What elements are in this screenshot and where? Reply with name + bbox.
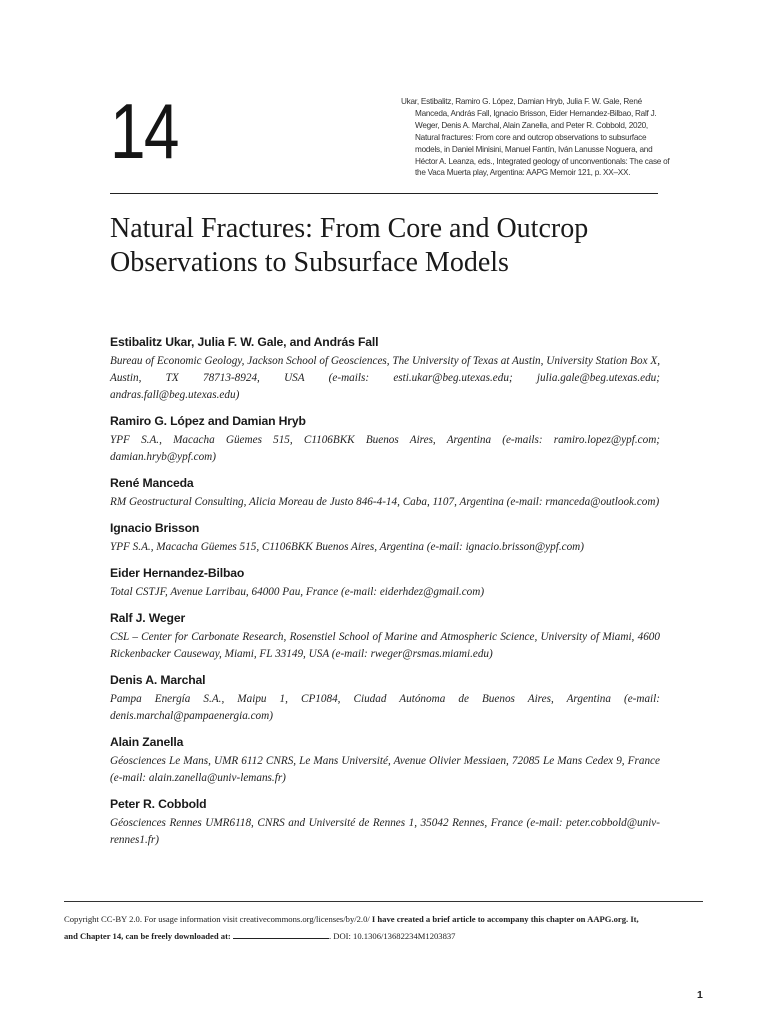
author-name: Alain Zanella <box>110 735 184 749</box>
author-affiliation: YPF S.A., Macacha Güemes 515, C1106BKK Buenos Aires, Argentina (e-mails: ramiro.lopez@ypf.com; damian.hryb@ypf.com) <box>110 434 660 463</box>
author-name: Eider Hernandez-Bilbao <box>110 566 245 580</box>
author-block <box>110 734 660 787</box>
author-name: Ignacio Brisson <box>110 521 200 535</box>
author-affiliation: Géosciences Le Mans, UMR 6112 CNRS, Le Mans Université, Avenue Olivier Messiaen, 72085 Le Mans Cedex 9, France (e-mail: alain.zanella@univ-lemans.fr) <box>110 755 660 784</box>
chapter-number: 14 <box>110 87 178 175</box>
author-name: Peter R. Cobbold <box>110 797 207 811</box>
citation-block: Ukar, Estibalitz, Ramiro G. López, Damian Hryb, Julia F. W. Gale, René Manceda, András Fall, Ignacio Brisson, Eider Hernandez-Bilbao, Ralf J. Weger, Denis A. Marchal, Alain Zanella, and Peter R. Cobbold, 2020, Natural fractures: From core and outcrop observations to subsurface models, in Daniel Minisini, Manuel Fantín, Iván Lanusse Noguera, and Héctor A. Leanza, eds., Integrated geology of unconventionals: The case of the Vaca Muerta play, Argentina: AAPG Memoir 121, p. XX–XX. <box>401 97 670 178</box>
author-block <box>110 413 660 466</box>
author-name: René Manceda <box>110 476 194 490</box>
footer-divider <box>64 901 703 902</box>
author-affiliation: Géosciences Rennes UMR6118, CNRS and Université de Rennes 1, 35042 Rennes, France (e-mail: peter.cobbold@univ-rennes1.fr) <box>110 817 660 846</box>
header-divider <box>110 193 658 194</box>
author-affiliation: YPF S.A., Macacha Güemes 515, C1106BKK Buenos Aires, Argentina (e-mail: ignacio.brisson@ypf.com) <box>110 541 584 553</box>
author-affiliation: Pampa Energía S.A., Maipu 1, CP1084, Ciudad Autónoma de Buenos Aires, Argentina (e-mail: denis.marchal@pampaenergia.com) <box>110 693 660 722</box>
author-block <box>110 796 660 849</box>
author-list <box>110 334 660 858</box>
author-block <box>110 610 660 663</box>
author-block <box>110 475 660 511</box>
author-affiliation: Bureau of Economic Geology, Jackson School of Geosciences, The University of Texas at Austin, University Station Box X, Austin, TX 78713-8924, USA (e-mails: esti.ukar@beg.utexas.edu; julia.gale@beg.utexas.edu; andras.fall@beg.utexas.edu) <box>110 355 660 401</box>
author-affiliation: Total CSTJF, Avenue Larribau, 64000 Pau, France (e-mail: eiderhdez@gmail.com) <box>110 586 485 598</box>
chapter-title: Natural Fractures: From Core and Outcrop Observations to Subsurface Models <box>110 213 589 278</box>
author-block <box>110 520 660 556</box>
blank-download-line <box>233 930 329 939</box>
author-affiliation: CSL – Center for Carbonate Research, Rosenstiel School of Marine and Atmospheric Science, University of Miami, 4600 Rickenbacker Causeway, Miami, FL 33149, USA (e-mail: rweger@rsmas.miami.edu) <box>110 631 660 660</box>
footer-note <box>64 911 644 945</box>
author-name: Denis A. Marchal <box>110 673 206 687</box>
author-name: Ramiro G. López and Damian Hryb <box>110 414 306 428</box>
download-notice: I have created a brief article to accompany this chapter on AAPG.org. It, and Chapter 14, can be freely downloaded at: <box>64 914 639 941</box>
author-affiliation: RM Geostructural Consulting, Alicia Moreau de Justo 846-4-14, Caba, 1107, Argentina (e-mail: rmanceda@outlook.com) <box>110 496 660 508</box>
author-block <box>110 565 660 601</box>
page-number: 1 <box>697 989 703 1001</box>
author-block <box>110 672 660 725</box>
doi-text: . DOI: 10.1306/13682234M1203837 <box>328 931 456 941</box>
copyright-text: Copyright CC-BY 2.0. For usage information visit creativecommons.org/licenses/by/2.0/ <box>64 914 372 924</box>
author-block <box>110 334 660 404</box>
author-name: Estibalitz Ukar, Julia F. W. Gale, and András Fall <box>110 335 379 349</box>
author-name: Ralf J. Weger <box>110 611 186 625</box>
